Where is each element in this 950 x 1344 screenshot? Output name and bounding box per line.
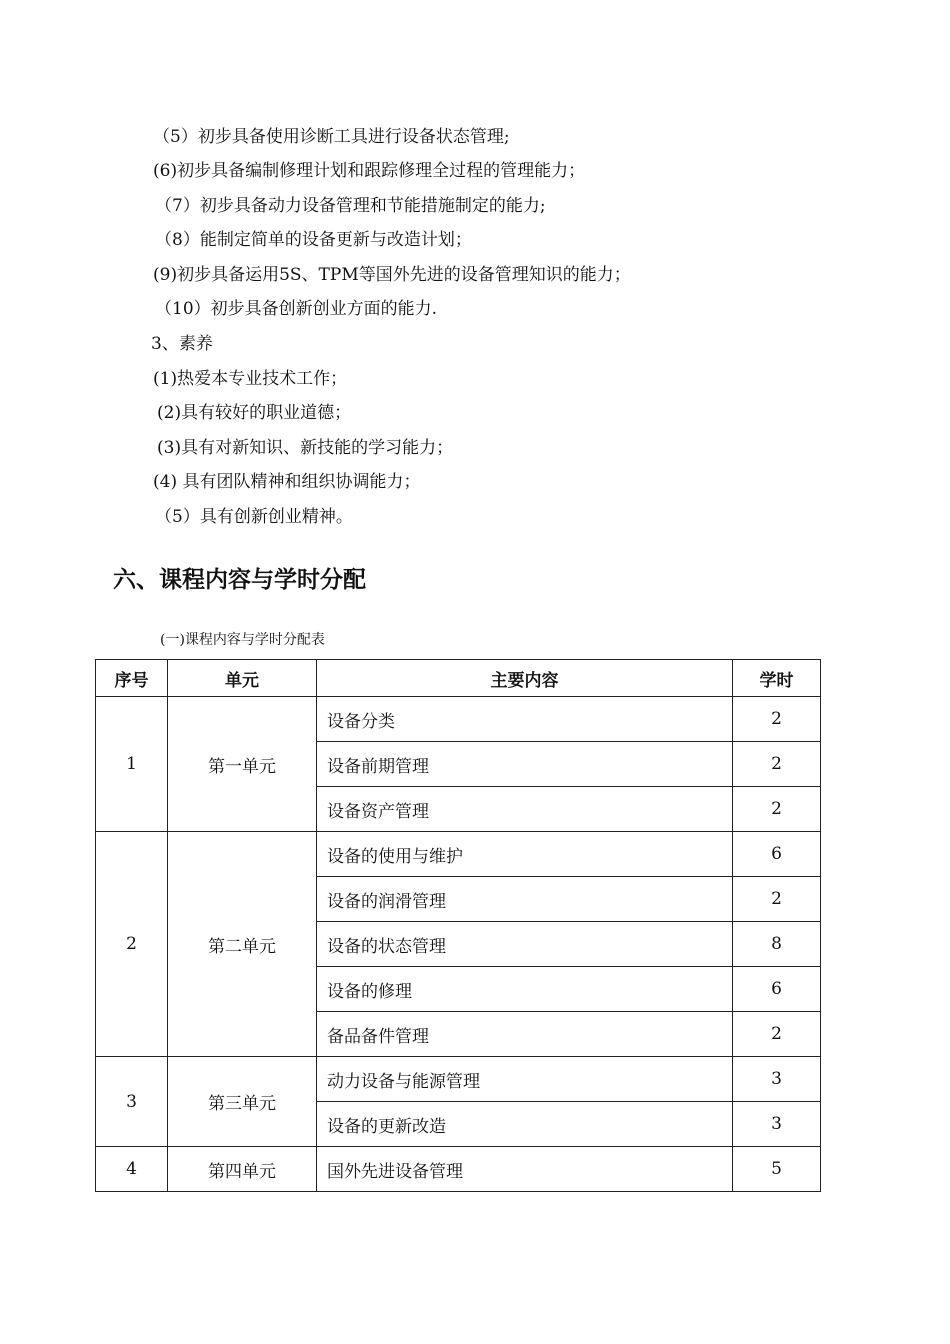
content-cell: 设备的润滑管理 <box>317 877 733 922</box>
content-cell: 设备的修理 <box>317 967 733 1012</box>
content-cell: 国外先进设备管理 <box>317 1147 733 1192</box>
header-hours: 学时 <box>733 660 821 697</box>
quality-subheading: 3、素养 <box>151 334 213 354</box>
content-cell: 设备资产管理 <box>317 787 733 832</box>
header-unit: 单元 <box>168 660 317 697</box>
quality-item-1: (1)热爱本专业技术工作； <box>153 369 348 389</box>
unit-cell: 第四单元 <box>168 1147 317 1192</box>
ability-item-6: (6)初步具备编制修理计划和跟踪修理全过程的管理能力； <box>153 161 586 181</box>
ability-item-10: （10）初步具备创新创业方面的能力. <box>155 299 438 319</box>
hours-cell: 3 <box>733 1057 821 1102</box>
ability-item-5: （5）初步具备使用诊断工具进行设备状态管理; <box>153 127 510 147</box>
section-heading: 六、课程内容与学时分配 <box>113 567 366 593</box>
hours-cell: 2 <box>733 1012 821 1057</box>
content-cell: 设备的状态管理 <box>317 922 733 967</box>
hours-cell: 8 <box>733 922 821 967</box>
quality-item-2: (2)具有较好的职业道德； <box>157 403 352 423</box>
content-cell: 设备的使用与维护 <box>317 832 733 877</box>
content-cell: 设备的更新改造 <box>317 1102 733 1147</box>
table-row <box>96 1147 821 1192</box>
unit-cell: 第一单元 <box>168 697 317 832</box>
ability-item-7: （7）初步具备动力设备管理和节能措施制定的能力; <box>155 196 546 216</box>
seq-cell: 4 <box>96 1147 168 1192</box>
table-row <box>96 697 821 742</box>
content-cell: 设备前期管理 <box>317 742 733 787</box>
hours-cell: 5 <box>733 1147 821 1192</box>
unit-cell: 第二单元 <box>168 832 317 1057</box>
table-row <box>96 1057 821 1102</box>
content-cell: 设备分类 <box>317 697 733 742</box>
seq-cell: 2 <box>96 832 168 1057</box>
content-cell: 动力设备与能源管理 <box>317 1057 733 1102</box>
unit-cell: 第三单元 <box>168 1057 317 1147</box>
table-row <box>96 832 821 877</box>
hours-cell: 2 <box>733 877 821 922</box>
quality-item-4: (4) 具有团队精神和组织协调能力； <box>153 472 421 492</box>
hours-cell: 6 <box>733 967 821 1012</box>
seq-cell: 1 <box>96 697 168 832</box>
table-caption: (一)课程内容与学时分配表 <box>160 632 325 648</box>
hours-cell: 2 <box>733 697 821 742</box>
content-cell: 备品备件管理 <box>317 1012 733 1057</box>
seq-cell: 3 <box>96 1057 168 1147</box>
ability-item-9: (9)初步具备运用5S、TPM等国外先进的设备管理知识的能力； <box>153 265 631 285</box>
quality-item-5: （5）具有创新创业精神。 <box>155 507 353 527</box>
quality-item-3: (3)具有对新知识、新技能的学习能力； <box>157 438 454 458</box>
header-content: 主要内容 <box>317 660 733 697</box>
hours-cell: 2 <box>733 787 821 832</box>
course-hours-table <box>95 659 821 1192</box>
ability-item-8: （8）能制定简单的设备更新与改造计划； <box>155 230 472 250</box>
header-seq: 序号 <box>96 660 168 697</box>
hours-cell: 6 <box>733 832 821 877</box>
hours-cell: 3 <box>733 1102 821 1147</box>
hours-cell: 2 <box>733 742 821 787</box>
table-header-row <box>96 660 821 697</box>
